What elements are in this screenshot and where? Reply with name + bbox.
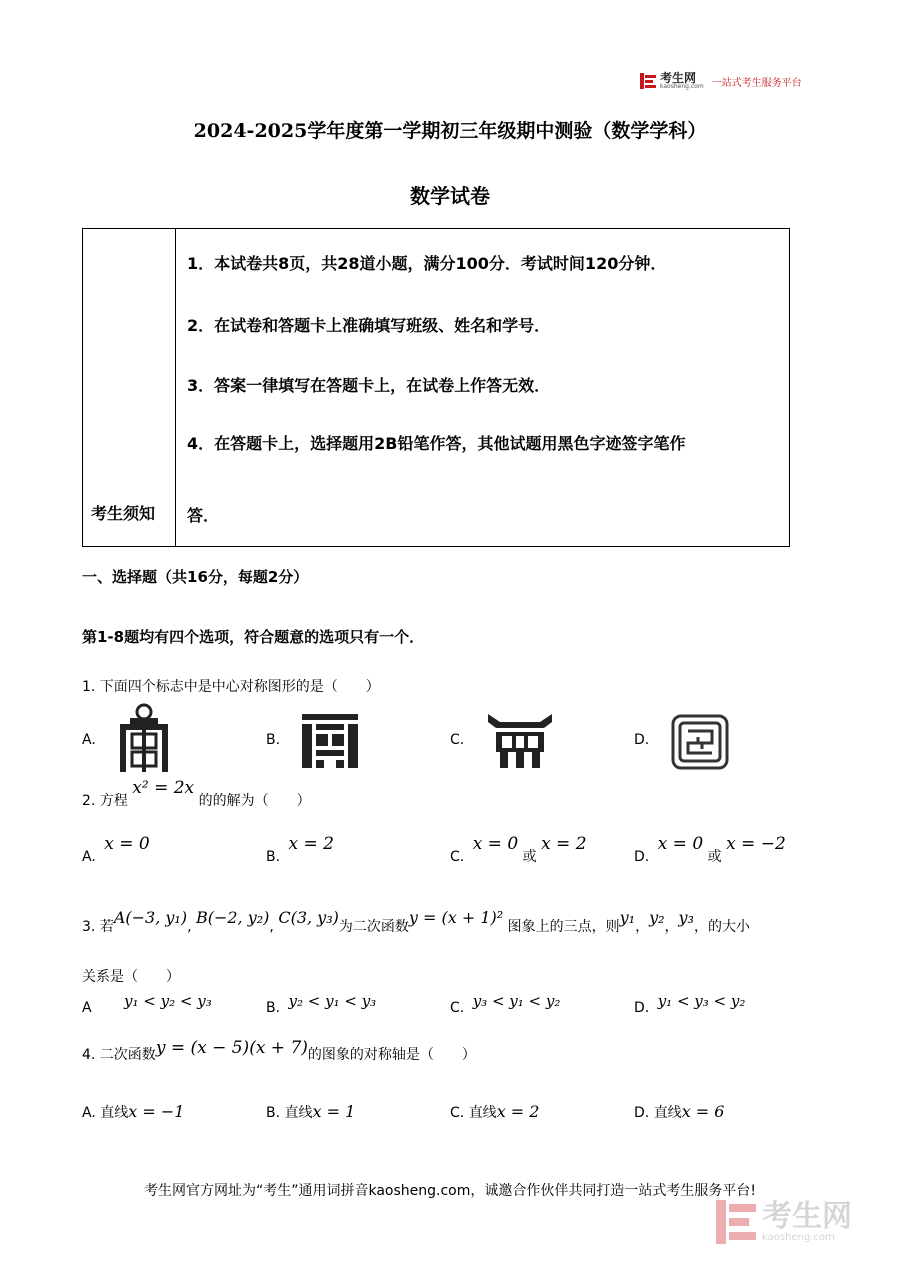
section-instruction: 第1-8题均有四个选项，符合题意的选项只有一个． bbox=[82, 628, 425, 646]
q4-option-c bbox=[450, 1102, 539, 1122]
q3-option-d bbox=[634, 992, 746, 1016]
question-1-stem: 1. 下面四个标志中是中心对称图形的是（ ） bbox=[82, 679, 380, 695]
q4-option-b bbox=[266, 1102, 355, 1122]
notice-label: 考生须知 bbox=[91, 504, 156, 523]
q4-option-expr: x = 6 bbox=[681, 1102, 725, 1121]
q3-option-expr: y₁ < y₂ < y₃ bbox=[124, 992, 212, 1010]
notice-item: 答． bbox=[187, 506, 220, 525]
q2-option-label: A. bbox=[82, 849, 96, 865]
notice-divider bbox=[175, 229, 176, 546]
logo-domain: kaosheng.com bbox=[660, 83, 704, 90]
q4-option-expr: x = 2 bbox=[496, 1102, 540, 1121]
q3-suffix: 图象上的三点，则 bbox=[507, 919, 620, 935]
q2-option-label: C. bbox=[450, 849, 465, 865]
logo-name: 考生网 bbox=[660, 71, 697, 85]
q3-option-label: A bbox=[82, 1000, 92, 1016]
q4-prefix: 二次函数 bbox=[99, 1047, 156, 1063]
q3-y1: y₁ bbox=[619, 908, 636, 927]
q4-option-text: 直线 bbox=[468, 1105, 497, 1121]
q3-option-c bbox=[450, 992, 561, 1016]
question-3: 3. 若A(−3, y₁), B(−2, y₂), C(3, y₃)为二次函数y = (x + 1)² 图象上的三点，则y₁，y₂，y₃，的大小 bbox=[82, 908, 750, 935]
q2-option-d bbox=[634, 834, 786, 866]
section-heading: 一、选择题（共16分，每题2分） bbox=[82, 568, 309, 586]
q2-equation: x² = 2x bbox=[132, 778, 195, 798]
watermark-domain: kaosheng.com bbox=[762, 1231, 835, 1243]
q3-point-a: A(−3, y₁) bbox=[113, 908, 188, 927]
q3-middle: 为二次函数 bbox=[338, 919, 409, 935]
q3-point-b: B(−2, y₂) bbox=[195, 908, 270, 927]
q3-option-b bbox=[266, 992, 377, 1016]
q1-option-c-label: C. bbox=[450, 732, 465, 748]
q4-option-a bbox=[82, 1102, 184, 1122]
q4-option-expr: x = −1 bbox=[128, 1102, 185, 1121]
notice-table bbox=[82, 228, 790, 547]
q4-option-expr: x = 1 bbox=[312, 1102, 356, 1121]
watermark-logo-icon bbox=[716, 1200, 756, 1244]
q2-option-b bbox=[266, 834, 334, 866]
q2-option-c bbox=[450, 834, 587, 866]
watermark bbox=[716, 1200, 852, 1244]
logo-a-icon bbox=[116, 702, 172, 772]
q2-prefix: 方程 bbox=[99, 793, 128, 809]
q3-point-c: C(3, y₃) bbox=[278, 908, 339, 927]
q4-option-text: 直线 bbox=[284, 1105, 313, 1121]
q4-number: 4. bbox=[82, 1047, 96, 1063]
notice-item: 3．答案一律填写在答题卡上，在试卷上作答无效． bbox=[187, 376, 551, 395]
q2-option-or: 或 bbox=[707, 849, 722, 865]
header-logo bbox=[640, 72, 802, 90]
q2-option-expr: x = 0 bbox=[472, 834, 519, 854]
q2-option-expr: x = 0 bbox=[657, 834, 704, 854]
header-slogan: 一站式考生服务平台 bbox=[711, 77, 802, 89]
q2-option-a bbox=[82, 834, 150, 866]
q4-option-label: B. bbox=[266, 1105, 281, 1121]
q2-option-or: 或 bbox=[522, 849, 537, 865]
q1-option-b-label: B. bbox=[266, 732, 281, 748]
q3-function: y = (x + 1)² bbox=[408, 908, 504, 927]
q2-option-expr-2: x = 2 bbox=[541, 834, 587, 854]
q3-line2: 关系是（ ） bbox=[82, 969, 180, 985]
notice-item: 1．本试卷共8页，共28道小题，满分100分．考试时间120分钟． bbox=[187, 254, 667, 273]
page-subtitle: 数学试卷 bbox=[410, 184, 490, 208]
q2-option-label: B. bbox=[266, 849, 281, 865]
q2-option-expr: x = 2 bbox=[288, 834, 334, 854]
q3-option-label: B. bbox=[266, 1000, 281, 1016]
q2-option-expr: x = 0 bbox=[104, 834, 150, 854]
q4-option-label: C. bbox=[450, 1105, 465, 1121]
footer-text: 考生网官方网址为“考生”通用词拼音kaosheng.com，诚邀合作伙伴共同打造一站式考生服务平台! bbox=[143, 1183, 756, 1199]
notice-item: 4．在答题卡上，选择题用2B铅笔作答，其他试题用黑色字迹签字笔作 bbox=[187, 434, 686, 453]
q3-option-expr: y₃ < y₁ < y₂ bbox=[472, 992, 561, 1010]
logo-c-icon bbox=[486, 712, 554, 770]
notice-item: 2．在试卷和答题卡上准确填写班级、姓名和学号． bbox=[187, 316, 551, 335]
q3-option-expr: y₂ < y₁ < y₃ bbox=[288, 992, 377, 1010]
q3-option-label: C. bbox=[450, 1000, 465, 1016]
watermark-name: 考生网 bbox=[762, 1198, 852, 1234]
q2-option-expr-2: x = −2 bbox=[726, 834, 786, 854]
logo-d-icon bbox=[670, 713, 730, 771]
q4-suffix: 的图象的对称轴是（ ） bbox=[307, 1047, 476, 1063]
q3-tail: ，的大小 bbox=[693, 919, 750, 935]
logo-b-icon bbox=[300, 712, 360, 770]
q2-suffix: 的的解为（ ） bbox=[198, 793, 311, 809]
page-title: 2024-2025学年度第一学期初三年级期中测验（数学学科） bbox=[193, 120, 707, 142]
q4-function: y = (x − 5)(x + 7) bbox=[155, 1038, 308, 1058]
q3-y3: y₃ bbox=[678, 908, 694, 927]
q3-option-expr: y₁ < y₃ < y₂ bbox=[657, 992, 746, 1010]
kaosheng-logo-icon bbox=[640, 73, 656, 89]
q3-y2: y₂ bbox=[649, 908, 665, 927]
q1-option-d-label: D. bbox=[634, 732, 650, 748]
q3-option-a bbox=[82, 992, 212, 1016]
q1-option-a-label: A. bbox=[82, 732, 96, 748]
q4-option-text: 直线 bbox=[100, 1105, 129, 1121]
q4-option-label: D. bbox=[634, 1105, 650, 1121]
q2-number: 2. bbox=[82, 793, 96, 809]
q4-option-d bbox=[634, 1102, 724, 1122]
question-2 bbox=[82, 778, 311, 810]
q2-option-label: D. bbox=[634, 849, 650, 865]
question-4 bbox=[82, 1038, 476, 1064]
q4-option-label: A. bbox=[82, 1105, 96, 1121]
q4-option-text: 直线 bbox=[653, 1105, 682, 1121]
q3-prefix: 若 bbox=[99, 919, 114, 935]
q3-option-label: D. bbox=[634, 1000, 650, 1016]
q3-number: 3. bbox=[82, 919, 96, 935]
